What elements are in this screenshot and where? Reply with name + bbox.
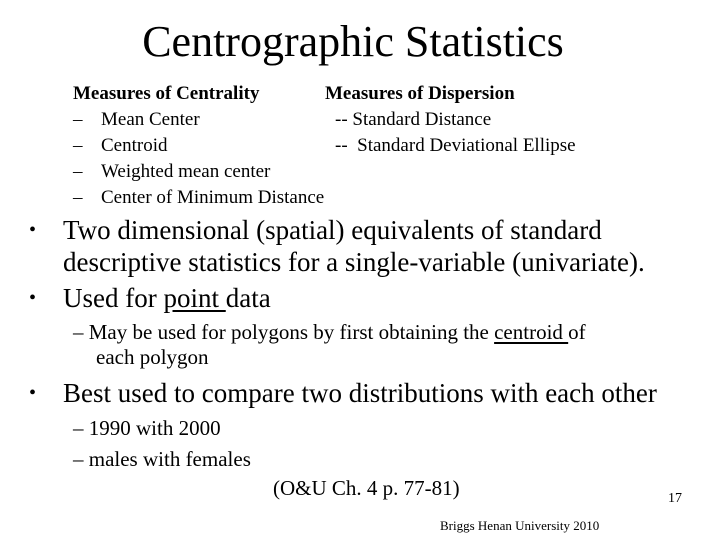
centrality-heading: Measures of Centrality — [73, 83, 260, 104]
bullet-item — [29, 214, 602, 246]
centrality-item — [73, 134, 168, 158]
centrality-item-label: Weighted mean center — [101, 161, 271, 182]
dispersion-item-label: Standard Distance — [352, 109, 492, 130]
bullet-marker: • — [29, 287, 37, 309]
bullet-item — [29, 377, 657, 409]
dash-marker: – — [73, 416, 84, 440]
bullet-marker: • — [29, 382, 37, 404]
bullet-text: data — [225, 283, 271, 313]
dash-marker: – — [73, 320, 84, 344]
dispersion-item — [335, 134, 576, 158]
dash-marker: – — [73, 161, 83, 182]
sub-bullet-text: of — [568, 320, 586, 344]
dash-marker: – — [73, 187, 83, 208]
dash-marker: -- — [335, 135, 348, 156]
page-title: Centrographic Statistics — [142, 17, 564, 66]
dispersion-heading: Measures of Dispersion — [325, 83, 515, 104]
dispersion-item — [335, 108, 491, 132]
dash-marker: – — [73, 135, 83, 156]
dash-marker: – — [73, 447, 84, 471]
sub-bullet-item — [73, 320, 586, 345]
underlined-word: point — [163, 283, 226, 313]
sub-bullet-text: males with females — [88, 447, 251, 471]
sub-bullet-item — [73, 447, 251, 472]
bullet-marker: • — [29, 219, 37, 241]
dash-marker: – — [73, 109, 83, 130]
centrality-item-label: Center of Minimum Distance — [101, 187, 325, 208]
centrality-item-label: Centroid — [101, 135, 168, 156]
centrality-item — [73, 108, 200, 132]
bullet-text-continuation: descriptive statistics for a single-variable (univariate). — [63, 247, 645, 277]
dash-marker: -- — [335, 109, 348, 130]
page-number: 17 — [668, 491, 682, 506]
footer-credit: Briggs Henan University 2010 — [440, 518, 600, 533]
dispersion-item-label: Standard Deviational Ellipse — [357, 135, 576, 156]
bullet-text: Best used to compare two distributions with each other — [63, 378, 657, 408]
bullet-text: Used for — [63, 283, 164, 313]
sub-bullet-text: 1990 with 2000 — [88, 416, 221, 440]
sub-bullet-item — [73, 416, 221, 441]
bullet-item — [29, 282, 271, 314]
sub-bullet-continuation: each polygon — [96, 345, 209, 369]
centrality-item — [73, 186, 324, 210]
centrality-item-label: Mean Center — [101, 109, 200, 130]
sub-bullet-text: May be used for polygons by first obtaining the — [88, 320, 495, 344]
centrality-item — [73, 160, 270, 184]
bullet-text: Two dimensional (spatial) equivalents of standard — [63, 215, 602, 245]
citation: (O&U Ch. 4 p. 77-81) — [273, 476, 460, 500]
underlined-word: centroid — [494, 320, 569, 344]
